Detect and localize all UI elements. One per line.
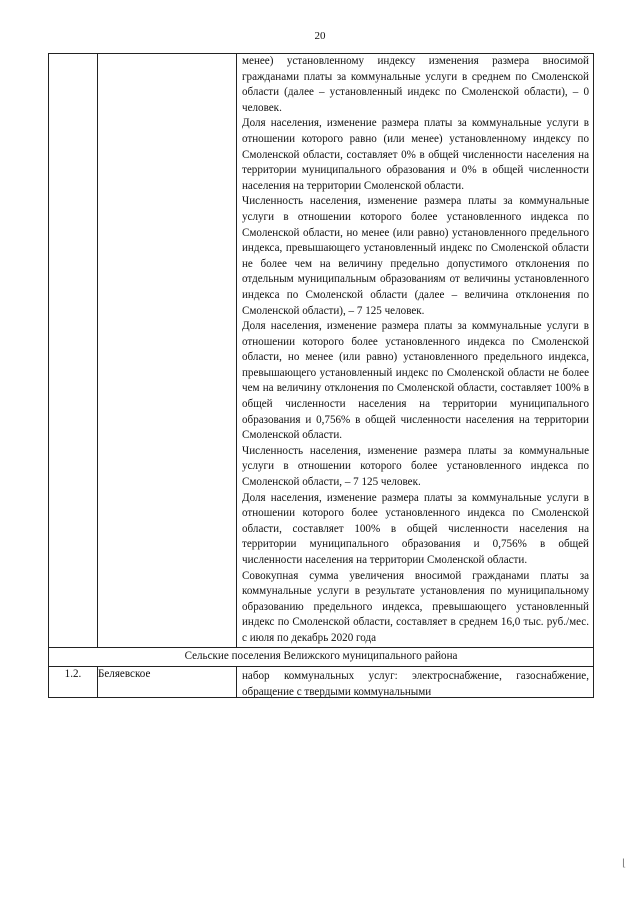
paragraph: Доля населения, изменение размера платы за коммунальные услуги в отношении которого более установленного индекса по Смоленской области, составляет 100% в общей численности населения на территории муниципального образования и 0,756% в общей численности населения на территории Смоленской области.: [242, 491, 589, 566]
cell-name-empty: [98, 54, 237, 648]
scan-artifact: ⌊: [622, 858, 626, 869]
data-table: [48, 53, 594, 698]
table-row: [49, 667, 594, 698]
paragraph: Численность населения, изменение размера платы за коммунальные услуги в отношении которого более установленного индекса по Смоленской области, но менее (или равно) установленного предельного индекса, превышающего установленный индекс по Смоленской области не более чем на величину предельно допустимого отклонения по отдельным муниципальным образованиям от величины установленного индекса по Смоленской области (далее – величина отклонения по Смоленской области), – 7 125 человек.: [242, 195, 589, 317]
cell-number-empty: [49, 54, 98, 648]
row-description: [237, 667, 594, 698]
paragraph: Численность населения, изменение размера платы за коммунальные услуги в отношении которого более установленного индекса по Смоленской области, – 7 125 человек.: [242, 444, 589, 489]
paragraph: Доля населения, изменение размера платы за коммунальные услуги в отношении которого равно (или менее) установленному индексу по Смоленской области, составляет 0% в общей численности населения на территории муниципального образования и 0% в общей численности населения на территории Смоленской области.: [242, 117, 589, 192]
paragraph: менее) установленному индексу изменения размера вносимой гражданами платы за коммунальные услуги в среднем по Смоленской области (далее – установленный индекс по Смоленской области), – 0 человек.: [242, 55, 589, 114]
row-description-text: набор коммунальных услуг: электроснабжение, газоснабжение, обращение с твердыми коммунальными: [242, 670, 589, 698]
table-row-continued: [49, 54, 594, 648]
row-number: 1.2.: [49, 667, 98, 698]
page-number: 20: [314, 30, 326, 42]
cell-description: [237, 54, 594, 648]
paragraph: Доля населения, изменение размера платы за коммунальные услуги в отношении которого более установленного индекса по Смоленской области, но менее (или равно) установленного предельного индекса, превышающего установленный индекс по Смоленской области не более чем на величину отклонения по Смоленской области, составляет 100% в общей численности населения на территории муниципального образования и 0,756% в общей численности населения на территории Смоленской области.: [242, 320, 589, 442]
paragraph: Совокупная сумма увеличения вносимой гражданами платы за коммунальные услуги в результате установления по муниципальному образованию предельного индекса, превышающего установленный индекс по Смоленской области, составляет в среднем 16,0 тыс. руб./мес. с июля по декабрь 2020 года: [242, 569, 589, 644]
row-name: Беляевское: [98, 667, 237, 698]
section-header: Сельские поселения Велижского муниципального района: [49, 647, 594, 667]
section-header-row: [49, 647, 594, 667]
